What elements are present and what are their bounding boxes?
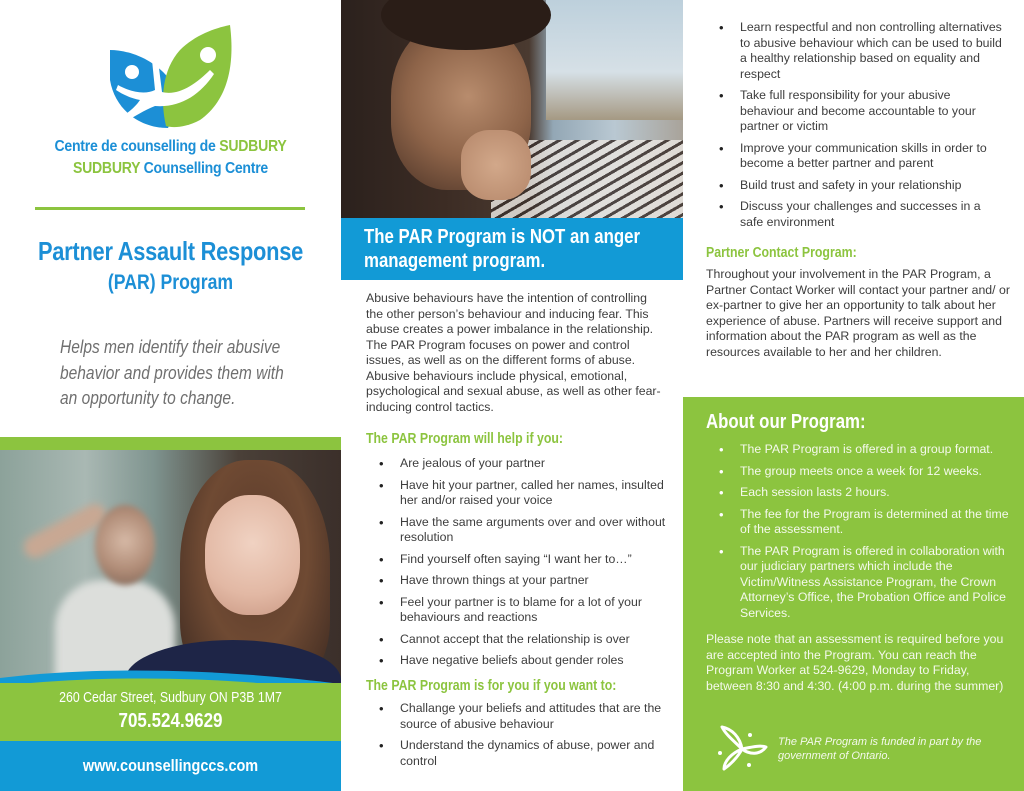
org-name-english-city: SUDBURY — [72, 160, 141, 177]
org-name-english-text: Counselling Centre — [140, 160, 268, 177]
phone-number[interactable]: 705.524.9629 — [118, 710, 223, 732]
org-name-french-city: SUDBURY — [219, 138, 287, 155]
woman-and-distressed-man-photo — [0, 450, 341, 686]
assessment-note: Please note that an assessment is required before you are accepted into the Program. You can reach the Program Worker at 524-9629, Monday to Friday, between 8:30 and 4:30. (4:00 p.m. during the summer) — [706, 632, 1004, 693]
about-program-heading: About our Program: — [706, 411, 866, 433]
organization-name — [20, 136, 320, 180]
tagline-line: an opportunity to change. — [60, 387, 236, 408]
list-item: • Feel your partner is to blame for a lot of your behaviours and reactions — [366, 595, 671, 626]
list-item: • The fee for the Program is determined at the time of the assessment. — [706, 507, 1016, 538]
ontario-trillium-icon — [716, 723, 768, 773]
green-photo-bar — [0, 437, 341, 450]
help-list — [366, 456, 671, 675]
want-list-continued — [706, 20, 1006, 236]
want-list — [366, 701, 671, 775]
funding-statement: The PAR Program is funded in part by the government of Ontario. — [778, 736, 982, 762]
green-divider — [35, 207, 305, 210]
program-title: Partner Assault Response — [37, 236, 304, 266]
website-link[interactable]: www.counsellingccs.com — [82, 756, 259, 775]
want-heading: The PAR Program is for you if you want to: — [366, 678, 617, 694]
list-item: • Cannot accept that the relationship is over — [366, 632, 671, 648]
list-item: • Have negative beliefs about gender roles — [366, 653, 671, 669]
list-item: • Build trust and safety in your relationship — [706, 178, 1006, 194]
intro-paragraph: Abusive behaviours have the intention of controlling the other person’s behaviour and inducing fear. This abuse creates a power imbalance in the relationship. The PAR Program focuses on power and control issues, as well as on the different forms of abuse. Abusive behaviours include physical, emotional, psychological and sexual abuse, as well as other fear-inducing control tactics. — [366, 291, 661, 414]
tagline — [60, 334, 295, 411]
list-item: • Discuss your challenges and successes in a safe environment — [706, 199, 1006, 230]
right-panel — [683, 0, 1024, 791]
list-item: • The PAR Program is offered in a group format. — [706, 442, 1016, 458]
list-item: • Each session lasts 2 hours. — [706, 485, 1016, 501]
help-heading: The PAR Program will help if you: — [366, 431, 564, 447]
list-item: • Have the same arguments over and over without resolution — [366, 515, 671, 546]
list-item: • Improve your communication skills in order to become a better partner and parent — [706, 141, 1006, 172]
org-name-french-text: Centre de counselling de — [54, 138, 220, 155]
pensive-man-at-window-photo — [341, 0, 683, 218]
banner-heading — [364, 225, 641, 273]
list-item: • Take full responsibility for your abusive behaviour and become accountable to your partner or victim — [706, 88, 1006, 135]
left-panel — [0, 0, 341, 791]
list-item: • Have thrown things at your partner — [366, 573, 671, 589]
list-item: • Find yourself often saying “I want her to…” — [366, 552, 671, 568]
list-item: • Learn respectful and non controlling alternatives to abusive behaviour which can be used to build a healthy relationship based on equality and respect — [706, 20, 1006, 82]
partner-contact-paragraph: Throughout your involvement in the PAR Program, a Partner Contact Worker will contact your partner and/ or ex-partner to give her an opportunity to talk about her experience of abuse. Partners will receive support and information about the PAR program as well as the resources available to her and her children. — [706, 267, 1010, 359]
list-item: • Challange your beliefs and attitudes that are the source of abusive behaviour — [366, 701, 671, 732]
list-item: • Understand the dynamics of abuse, power and control — [366, 738, 671, 769]
about-program-list — [706, 442, 1016, 627]
program-subtitle: (PAR) Program — [107, 271, 234, 294]
list-item: • Are jealous of your partner — [366, 456, 671, 472]
list-item: • The group meets once a week for 12 weeks. — [706, 464, 1016, 480]
banner-line: management program. — [364, 250, 546, 272]
tagline-line: behavior and provides them with — [60, 361, 284, 383]
banner-line: The PAR Program is NOT an anger — [364, 226, 641, 248]
list-item: • The PAR Program is offered in collaboration with our judiciary partners which include the Victim/Witness Assistance Program, the Crown Attorney’s Office, the Probation Office and Police Services. — [706, 544, 1016, 622]
middle-panel — [341, 0, 683, 791]
list-item: • Have hit your partner, called her names, insulted her and/or raised your voice — [366, 478, 671, 509]
partner-contact-heading: Partner Contact Program: — [706, 245, 857, 261]
tagline-line: Helps men identify their abusive — [60, 336, 281, 357]
leaf-people-logo-icon — [100, 20, 240, 132]
address: 260 Cedar Street, Sudbury ON P3B 1M7 — [59, 690, 282, 706]
